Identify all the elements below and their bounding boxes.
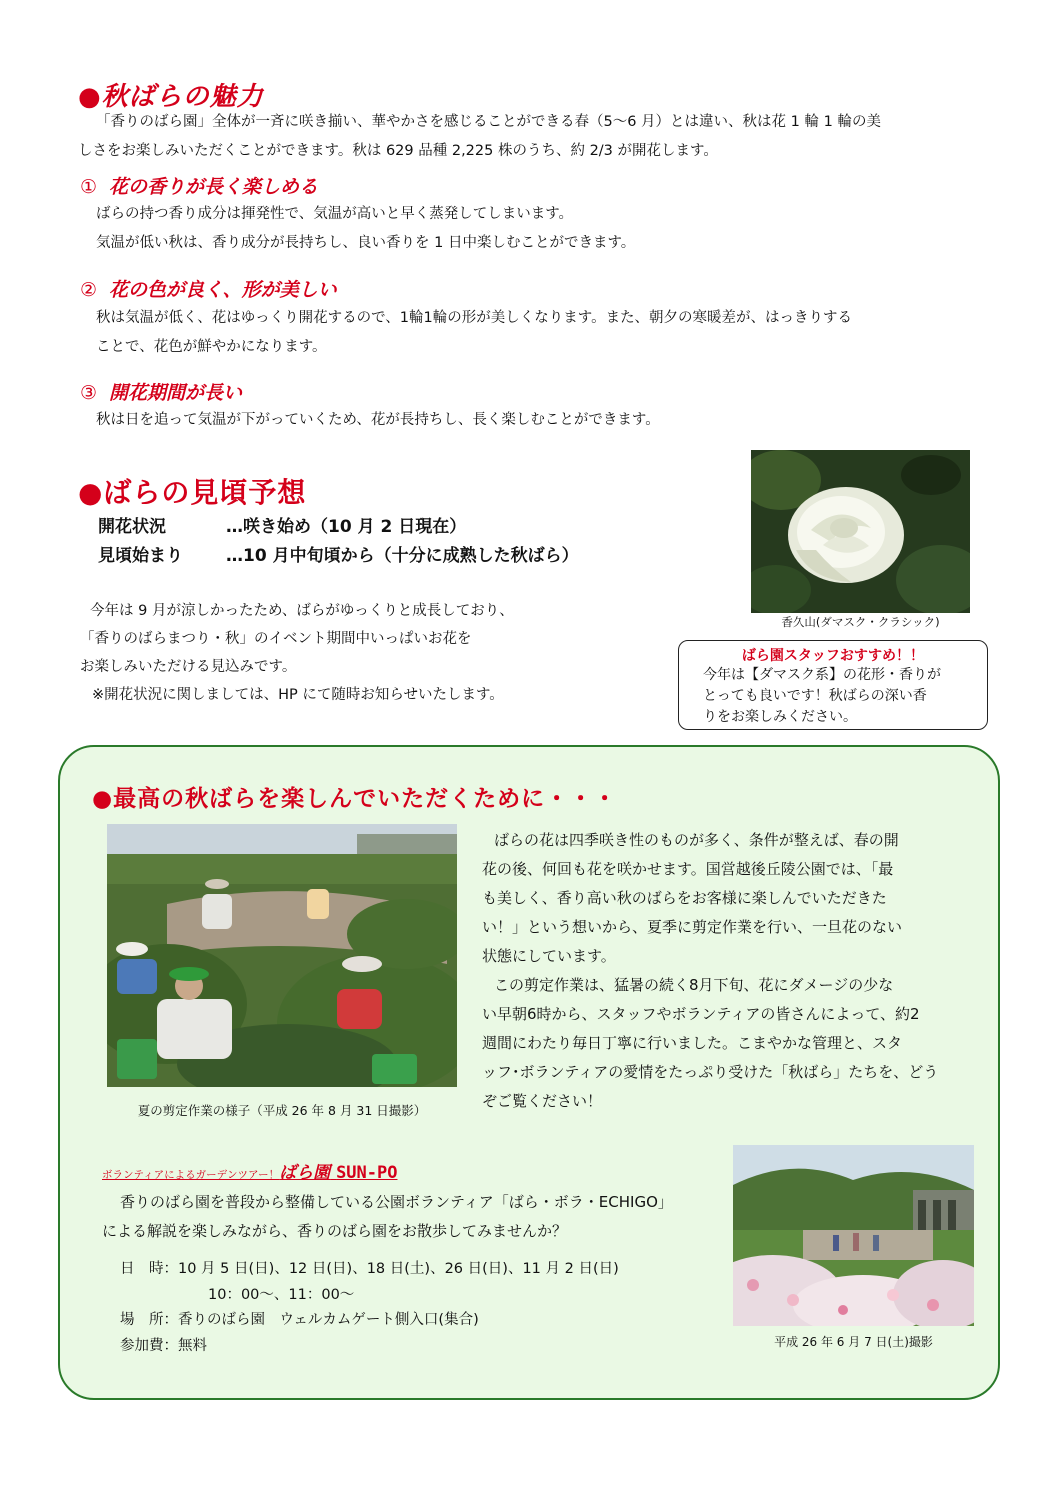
- bloom-status-row: [98, 512, 466, 537]
- tour-fee-row: [120, 1332, 207, 1361]
- point-2-title-text: 花の色が良く、形が美しい: [109, 279, 337, 301]
- forecast-line-2: 「香りのばらまつり・秋」のイベント期間中いっぱいお花を: [80, 631, 472, 647]
- care-line-3: も美しく、香り高い秋のばらをお客様に楽しんでいただきた: [482, 889, 887, 907]
- care-line-1: ばらの花は四季咲き性のものが多く、条件が整えば、春の開: [494, 831, 899, 849]
- bloom-status-label: 開花状況: [98, 517, 166, 537]
- care-line-2: 花の後、何回も花を咲かせます。国営越後丘陵公園では、「最: [482, 860, 894, 878]
- garden-tour-header: [102, 1158, 397, 1183]
- care-line-5: 状態にしています。: [482, 947, 616, 965]
- staff-recommendation-line-1: 今年は【ダマスク系】の花形・香りが: [703, 667, 941, 683]
- point-3-title: [80, 378, 242, 405]
- intro-line-1: 「香りのばら園」全体が一斉に咲き揃い、華やかさを感じることができる春（5～6 月）とは違い、秋は花 1 輪 1 輪の美: [96, 114, 881, 130]
- point-2-line-2: ことで、花色が鮮やかになります。: [96, 339, 327, 355]
- garden-tour-title-en: SUN-PO: [336, 1163, 398, 1183]
- tour-date-row: [120, 1255, 619, 1284]
- peak-start-row: [98, 541, 579, 566]
- section-heading-best-autumn-rose: ●最高の秋ばらを楽しんでいただくために・・・: [92, 786, 618, 812]
- tour-place-value: 香りのばら園 ウェルカムゲート側入口(集合): [178, 1312, 479, 1328]
- tour-desc-line-2: による解説を楽しみながら、香りのばら園をお散歩してみませんか？: [102, 1222, 568, 1240]
- point-1-title: [80, 172, 318, 199]
- section-heading-viewing-forecast: ●ばらの見頃予想: [78, 476, 307, 509]
- staff-recommendation-title: ばら園スタッフおすすめ！！: [741, 648, 925, 664]
- tour-fee-value: 無料: [178, 1338, 207, 1354]
- point-3-line-1: 秋は日を追って気温が下がっていくため、花が長持ちし、長く楽しむことができます。: [96, 412, 660, 428]
- tour-place-label: 場 所：: [120, 1312, 178, 1328]
- peak-start-label: 見頃始まり: [98, 546, 183, 566]
- tour-place-row: [120, 1306, 479, 1335]
- garden-tour-title-ja: ばら園: [279, 1163, 331, 1183]
- tour-time-value: 10：00～、11：00～: [208, 1287, 355, 1303]
- rose-garden-image: [733, 1145, 974, 1326]
- peak-start-value: …10 月中旬頃から（十分に成熟した秋ばら）: [226, 546, 579, 566]
- care-line-8: 週間にわたり毎日丁寧に行いました。こまやかな管理と、スタ: [482, 1034, 903, 1052]
- tour-desc-line-1: 香りのばら園を普段から整備している公園ボランティア「ばら・ボラ・ECHIGO」: [120, 1193, 673, 1211]
- point-1-number: ①: [80, 176, 98, 198]
- forecast-line-4: ※開花状況に関しましては、HP にて随時お知らせいたします。: [92, 687, 504, 703]
- white-rose-caption: 香久山(ダマスク・クラシック): [781, 615, 940, 629]
- tour-date-label: 日 時：: [120, 1261, 178, 1277]
- staff-recommendation-line-2: とっても良いです！秋ばらの深い香: [703, 688, 927, 704]
- pruning-image: [107, 824, 457, 1087]
- care-line-6: この剪定作業は、猛暑の続く8月下旬、花にダメージの少な: [494, 976, 894, 994]
- point-2-title: [80, 275, 337, 302]
- care-line-9: ッフ･ボランティアの愛情をたっぷり受けた「秋ばら」たちを、どう: [482, 1063, 939, 1081]
- pruning-photo-caption: 夏の剪定作業の様子（平成 26 年 8 月 31 日撮影）: [137, 1103, 427, 1118]
- point-1-title-text: 花の香りが長く楽しめる: [109, 176, 319, 198]
- garden-tour-title: [279, 1163, 397, 1183]
- point-3-number: ③: [80, 382, 98, 404]
- care-line-10: ぞご覧ください！: [482, 1092, 603, 1110]
- section-heading-autumn-rose-charm: ●秋ばらの魅力: [78, 82, 264, 112]
- tour-date-value: 10 月 5 日(日)、12 日(日)、18 日(土)、26 日(日)、11 月 2 日(日): [178, 1261, 619, 1277]
- point-1-line-2: 気温が低い秋は、香り成分が長持ちし、良い香りを 1 日中楽しむことができます。: [96, 235, 636, 251]
- point-2-line-1: 秋は気温が低く、花はゆっくり開花するので、1輪1輪の形が美しくなります。また、朝夕の寒暖差が、はっきりする: [96, 310, 853, 326]
- point-1-line-1: ばらの持つ香り成分は揮発性で、気温が高いと早く蒸発してしまいます。: [96, 206, 574, 222]
- tour-fee-label: 参加費：: [120, 1338, 178, 1354]
- point-2-number: ②: [80, 279, 98, 301]
- garden-tour-small-label: ボランティアによるガーデンツアー！: [102, 1169, 280, 1181]
- bloom-status-value: …咲き始め（10 月 2 日現在）: [226, 517, 467, 537]
- pruning-photo: [107, 824, 457, 1087]
- care-line-4: い！」という想いから、夏季に剪定作業を行い、一旦花のない: [482, 918, 903, 936]
- staff-recommendation-line-3: りをお楽しみください。: [703, 709, 857, 725]
- white-rose-photo: [751, 450, 970, 613]
- rose-garden-photo: [733, 1145, 974, 1326]
- care-line-7: い早朝6時から、スタッフやボランティアの皆さんによって、約2: [482, 1005, 920, 1023]
- point-3-title-text: 開花期間が長い: [109, 382, 243, 404]
- intro-line-2: しさをお楽しみいただくことができます。秋は 629 品種 2,225 株のうち、約 2/3 が開花します。: [78, 143, 718, 159]
- forecast-line-3: お楽しみいただける見込みです。: [80, 659, 297, 675]
- white-rose-image: [751, 450, 970, 613]
- forecast-line-1: 今年は 9 月が涼しかったため、ばらがゆっくりと成長しており、: [90, 603, 514, 619]
- rose-garden-caption: 平成 26 年 6 月 7 日(土)撮影: [774, 1335, 933, 1349]
- staff-recommendation-box: [678, 640, 988, 730]
